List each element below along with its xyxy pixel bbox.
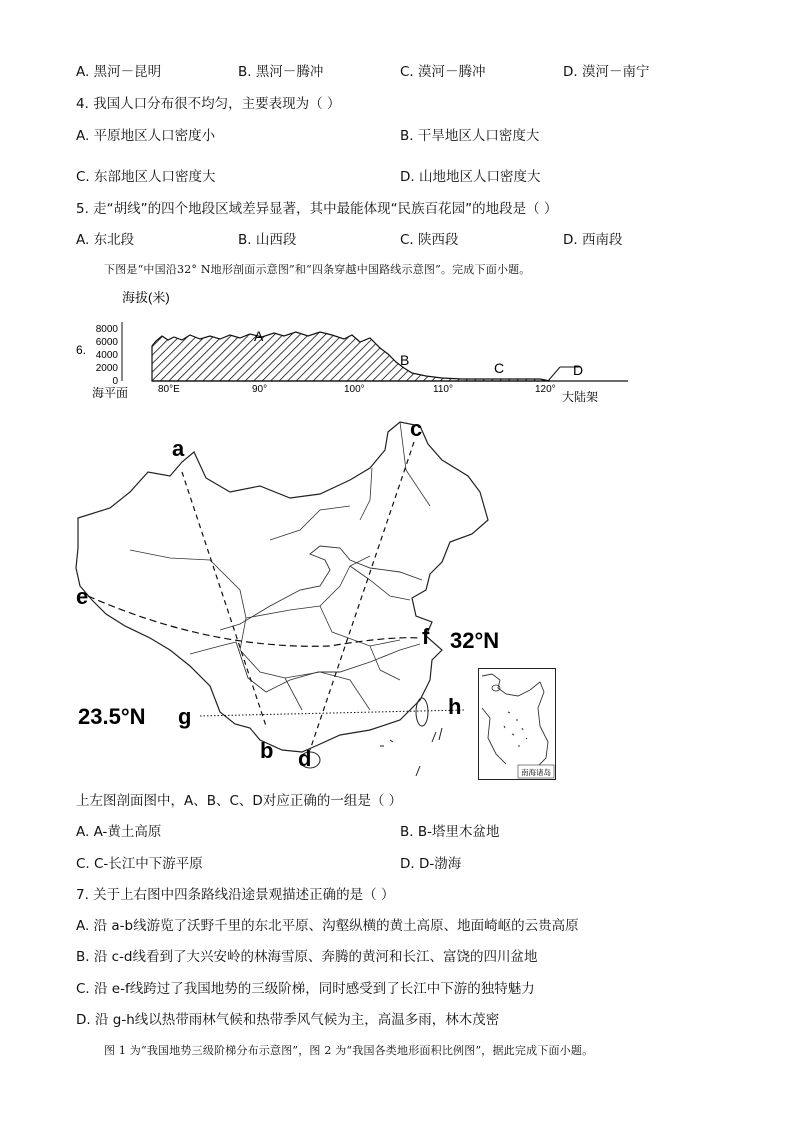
q6-option-c[interactable]: C. C-长江中下游平原 <box>76 856 203 872</box>
q4-option-c[interactable]: C. 东部地区人口密度大 <box>76 169 216 185</box>
route-label-b: b <box>260 738 274 763</box>
profile-letter-c: C <box>494 360 505 376</box>
islands-scatter <box>380 728 442 776</box>
province-borders <box>130 422 430 710</box>
terrain-profile-area <box>152 332 550 381</box>
intro-text-2: 图 1 为“我国地势三级阶梯分布示意图”，图 2 为“我国各类地形面积比例图”，据此完成下面小题。 <box>104 1044 594 1057</box>
profile-letter-a: A <box>254 328 264 344</box>
xtick-100: 100° <box>344 384 365 395</box>
route-label-f: f <box>422 624 430 649</box>
xtick-110: 110° <box>433 384 453 395</box>
q4-stem: 4. 我国人口分布很不均匀，主要表现为（ ） <box>76 96 341 112</box>
ytick-0: 0 <box>112 376 118 387</box>
south-china-sea-inset <box>478 668 556 780</box>
q5-option-d[interactable]: D. 西南段 <box>563 232 623 248</box>
route-c-d <box>310 442 414 750</box>
route-label-h: h <box>448 694 462 719</box>
inset-label: 南海诸岛 <box>521 768 551 777</box>
q7-stem: 7. 关于上右图中四条路线沿途景观描述正确的是（ ） <box>76 887 395 903</box>
shelf-slope <box>548 367 560 381</box>
route-e-f <box>88 596 420 646</box>
q5-option-b[interactable]: B. 山西段 <box>238 232 297 248</box>
q3-option-c[interactable]: C. 漠河－腾冲 <box>400 64 486 80</box>
q4-option-d[interactable]: D. 山地地区人口密度大 <box>400 169 541 185</box>
latitude-32n-label: 32°N <box>450 628 500 653</box>
route-g-h <box>200 710 464 716</box>
intro-text-1: 下图是“中国沿32° N地形剖面示意图”和“四条穿越中国路线示意图”。完成下面小题。 <box>104 263 531 276</box>
q6-option-d[interactable]: D. D-渤海 <box>400 856 462 872</box>
q4-option-b[interactable]: B. 干旱地区人口密度大 <box>400 128 540 144</box>
continental-shelf-label: 大陆架 <box>562 390 599 404</box>
q7-option-b[interactable]: B. 沿 c-d线看到了大兴安岭的林海雪原、奔腾的黄河和长江、富饶的四川盆地 <box>76 949 538 965</box>
question-number-6: 6. <box>76 343 87 357</box>
taiwan-island <box>416 698 428 726</box>
terrain-profile-figure <box>70 284 640 409</box>
q5-option-a[interactable]: A. 东北段 <box>76 232 135 248</box>
q6-stem: 上左图剖面图中，A、B、C、D对应正确的一组是（ ） <box>76 793 403 809</box>
ytick-2000: 2000 <box>95 363 118 374</box>
route-label-d: d <box>298 746 312 771</box>
q6-option-b[interactable]: B. B-塔里木盆地 <box>400 824 500 840</box>
yellow-river <box>220 546 422 630</box>
q3-option-b[interactable]: B. 黑河－腾冲 <box>238 64 324 80</box>
q7-option-d[interactable]: D. 沿 g-h线以热带雨林气候和热带季风气候为主，高温多雨，林木茂密 <box>76 1012 500 1028</box>
q5-stem: 5. 走“胡线”的四个地段区域差异显著，其中最能体现“民族百花园”的地段是（ ） <box>76 201 558 217</box>
sea-level-label: 海平面 <box>92 386 129 400</box>
ytick-4000: 4000 <box>95 350 118 361</box>
profile-letter-d: D <box>573 362 584 378</box>
yangtze-river <box>190 642 420 692</box>
q7-option-a[interactable]: A. 沿 a-b线游览了沃野千里的东北平原、沟壑纵横的黄土高原、地面崎岖的云贵高原 <box>76 918 579 934</box>
q3-option-d[interactable]: D. 漠河－南宁 <box>563 64 650 80</box>
route-label-g: g <box>178 704 192 729</box>
q6-option-a[interactable]: A. A-黄土高原 <box>76 824 162 840</box>
q5-option-c[interactable]: C. 陕西段 <box>400 232 459 248</box>
xtick-90: 90° <box>252 384 268 395</box>
q4-option-a[interactable]: A. 平原地区人口密度小 <box>76 128 216 144</box>
xtick-80e: 80°E <box>158 384 180 395</box>
q3-option-a[interactable]: A. 黑河－昆明 <box>76 64 162 80</box>
route-label-e: e <box>76 584 89 609</box>
xtick-120: 120° <box>535 384 556 395</box>
profile-ylabel: 海拔(米) <box>122 290 170 305</box>
route-label-a: a <box>172 436 185 461</box>
profile-letter-b: B <box>400 352 410 368</box>
route-label-c: c <box>410 416 423 441</box>
q7-option-c[interactable]: C. 沿 e-f线跨过了我国地势的三级阶梯，同时感受到了长江中下游的独特魅力 <box>76 981 535 997</box>
route-a-b <box>182 472 266 726</box>
latitude-23-5n-label: 23.5°N <box>78 704 146 729</box>
ytick-6000: 6000 <box>95 337 118 348</box>
ytick-8000: 8000 <box>95 324 118 335</box>
